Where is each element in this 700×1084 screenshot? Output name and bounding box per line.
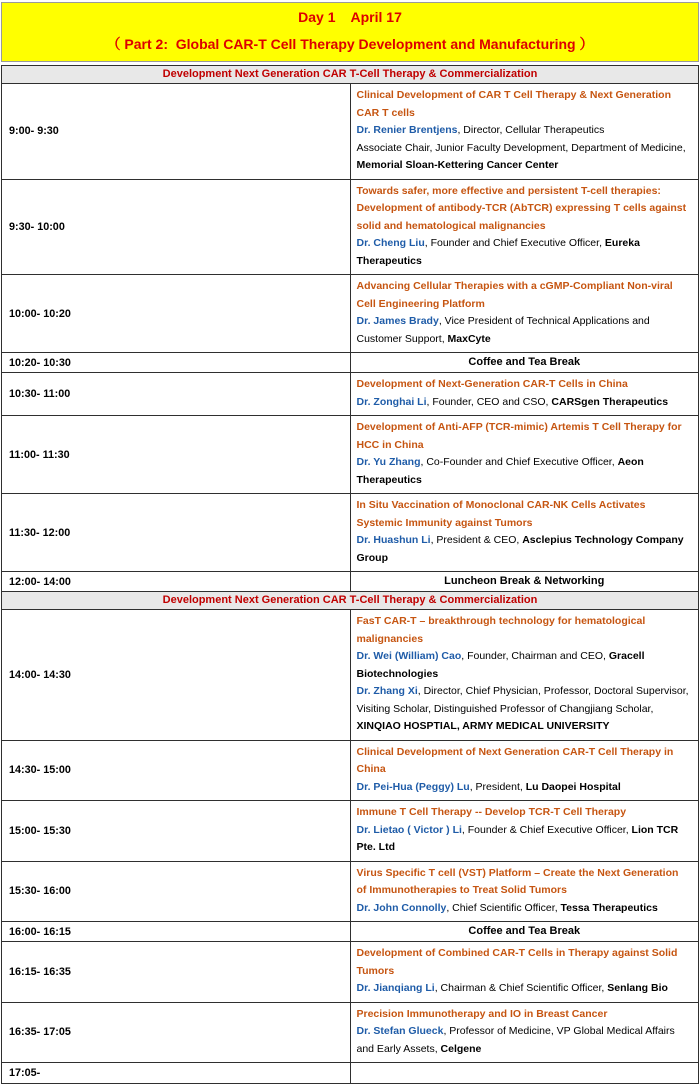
speaker-name: Dr. Lietao ( Victor ) Li <box>356 823 462 836</box>
session-line <box>357 900 692 918</box>
session-line <box>357 804 692 822</box>
organization-name: Memorial Sloan-Kettering Cancer Center <box>356 159 559 171</box>
session-cell <box>350 416 699 494</box>
session-title: Immune T Cell Therapy -- Develop TCR-T Cell Therapy <box>356 806 627 818</box>
session-text: Associate Chair, Junior Faculty Development, Department of Medicine, <box>356 141 686 154</box>
session-title: Virus Specific T cell (VST) Platform – Create the Next Generation of Immunotherapies to Treat Solid Tumors <box>356 866 679 896</box>
session-line <box>357 454 692 489</box>
session-line <box>357 945 692 980</box>
session-title: Clinical Development of Next Generation CAR-T Cell Therapy in China <box>356 745 674 775</box>
break-row <box>2 353 699 373</box>
break-row <box>2 572 699 592</box>
session-row <box>2 416 699 494</box>
session-cell <box>350 275 699 353</box>
speaker-name: Dr. Huashun Li <box>356 534 431 546</box>
break-label: Coffee and Tea Break <box>350 353 699 373</box>
organization-name: Aeon Therapeutics <box>356 456 644 486</box>
session-text: , Founder & Chief Executive Officer, <box>461 823 632 836</box>
session-text: , Chairman & Chief Scientific Officer, <box>434 982 608 994</box>
speaker-name: Dr. James Brady <box>356 315 439 327</box>
speaker-name: Dr. Zhang Xi <box>356 685 418 697</box>
speaker-name: Dr. Cheng Liu <box>356 237 425 249</box>
session-cell <box>350 373 699 416</box>
session-title: Development of Combined CAR-T Cells in Therapy against Solid Tumors <box>356 947 678 977</box>
speaker-name: Dr. Renier Brentjens <box>356 124 458 136</box>
time-slot: 9:30- 10:00 <box>2 179 351 275</box>
organization-name: Celgene <box>440 1042 482 1055</box>
organization-name: XINQIAO HOSPTIAL, ARMY MEDICAL UNIVERSITY <box>356 720 610 732</box>
session-title: Development of Next-Generation CAR-T Cells in China <box>356 378 628 390</box>
session-line <box>357 648 692 683</box>
time-slot: 10:00- 10:20 <box>2 275 351 353</box>
day-title-banner <box>1 2 699 62</box>
session-cell <box>350 1063 699 1084</box>
session-title: Precision Immunotherapy and IO in Breast Cancer <box>356 1007 608 1020</box>
session-row <box>2 179 699 275</box>
speaker-name: Dr. Jianqiang Li <box>356 982 435 994</box>
part-title: （ Part 2: Global CAR-T Cell Therapy Development and Manufacturing ） <box>106 36 594 52</box>
session-line <box>357 394 692 412</box>
section-band-row <box>2 66 699 84</box>
time-slot: 16:35- 17:05 <box>2 1002 351 1063</box>
session-line <box>357 613 692 648</box>
session-line <box>357 122 692 140</box>
session-cell <box>350 801 699 862</box>
time-slot: 17:05- <box>2 1063 351 1084</box>
speaker-name: Dr. Pei-Hua (Peggy) Lu <box>356 780 470 793</box>
session-text: , President & CEO, <box>430 534 523 546</box>
break-label: Luncheon Break & Networking <box>350 572 699 592</box>
organization-name: Eureka Therapeutics <box>356 237 640 267</box>
session-line <box>357 313 692 348</box>
agenda-table <box>1 65 699 1084</box>
session-line <box>357 865 692 900</box>
organization-name: MaxCyte <box>447 332 491 345</box>
session-row <box>2 373 699 416</box>
time-slot: 14:00- 14:30 <box>2 610 351 741</box>
speaker-name: Dr. John Connolly <box>356 901 447 914</box>
speaker-name: Dr. Zonghai Li <box>356 395 427 408</box>
session-line <box>357 1006 692 1024</box>
session-row <box>2 861 699 922</box>
time-slot: 14:30- 15:00 <box>2 740 351 801</box>
session-line <box>357 278 692 313</box>
break-label: Coffee and Tea Break <box>350 922 699 942</box>
session-line <box>357 183 692 236</box>
session-row <box>2 494 699 572</box>
organization-name: Gracell Biotechnologies <box>356 650 645 680</box>
session-line <box>357 532 692 567</box>
time-slot: 12:00- 14:00 <box>2 572 351 592</box>
session-text: , Co-Founder and Chief Executive Officer, <box>420 456 618 468</box>
session-text: , Founder and Chief Executive Officer, <box>424 237 605 249</box>
time-slot: 11:00- 11:30 <box>2 416 351 494</box>
session-row <box>2 1002 699 1063</box>
speaker-name: Dr. Stefan Glueck <box>356 1025 444 1037</box>
session-line <box>357 376 692 394</box>
session-text: , Chief Scientific Officer, <box>446 901 561 914</box>
organization-name: Lu Daopei Hospital <box>525 780 621 793</box>
session-cell <box>350 84 699 180</box>
time-slot: 16:15- 16:35 <box>2 942 351 1003</box>
session-cell <box>350 610 699 741</box>
time-slot: 9:00- 9:30 <box>2 84 351 180</box>
session-line <box>357 779 692 797</box>
session-cell <box>350 740 699 801</box>
organization-name: CARSgen Therapeutics <box>551 395 669 408</box>
break-row <box>2 922 699 942</box>
organization-name: Asclepius Technology Company Group <box>356 534 684 564</box>
organization-name: Lion TCR Pte. Ltd <box>356 823 679 853</box>
session-line <box>357 980 692 998</box>
time-slot: 16:00- 16:15 <box>2 922 351 942</box>
session-title: FasT CAR-T – breakthrough technology for hematological malignancies <box>356 615 646 645</box>
session-text: , Director, Cellular Therapeutics <box>457 124 605 136</box>
session-text: , President, <box>469 780 526 793</box>
session-cell <box>350 1002 699 1063</box>
session-row <box>2 942 699 1003</box>
day-title: Day 1 April 17 <box>298 9 402 25</box>
session-cell <box>350 861 699 922</box>
session-row <box>2 740 699 801</box>
session-title: Clinical Development of CAR T Cell Therapy & Next Generation CAR T cells <box>356 89 671 119</box>
time-slot: 11:30- 12:00 <box>2 494 351 572</box>
session-row <box>2 610 699 741</box>
session-text: , Founder, CEO and CSO, <box>426 395 552 408</box>
session-line <box>357 87 692 122</box>
session-text: , Vice President of Technical Applications and Customer Support, <box>356 315 650 345</box>
time-slot: 15:30- 16:00 <box>2 861 351 922</box>
section-band-label: Development Next Generation CAR T-Cell Therapy & Commercialization <box>2 66 699 84</box>
section-band-label: Development Next Generation CAR T-Cell Therapy & Commercialization <box>2 592 699 610</box>
session-title: In Situ Vaccination of Monoclonal CAR-NK Cells Activates Systemic Immunity against Tumors <box>356 499 646 529</box>
session-line <box>357 683 692 736</box>
session-row <box>2 1063 699 1084</box>
session-text: , Founder, Chairman and CEO, <box>461 650 609 662</box>
time-slot: 15:00- 15:30 <box>2 801 351 862</box>
session-title: Development of Anti-AFP (TCR-mimic) Artemis T Cell Therapy for HCC in China <box>356 421 682 451</box>
section-band-row <box>2 592 699 610</box>
session-line <box>357 419 692 454</box>
time-slot: 10:20- 10:30 <box>2 353 351 373</box>
session-line <box>357 744 692 779</box>
session-line <box>357 1023 692 1058</box>
session-cell <box>350 942 699 1003</box>
speaker-name: Dr. Yu Zhang <box>356 456 421 468</box>
speaker-name: Dr. Wei (William) Cao <box>356 650 462 662</box>
schedule-table-body <box>2 66 699 1084</box>
session-row <box>2 84 699 180</box>
session-title: Advancing Cellular Therapies with a cGMP-Compliant Non-viral Cell Engineering Platform <box>356 280 673 310</box>
session-text: , Director, Chief Physician, Professor, Doctoral Supervisor, Visiting Scholar, Distinguished Professor of Changjiang Scholar, <box>356 685 689 715</box>
organization-name: Tessa Therapeutics <box>560 901 658 914</box>
session-line <box>357 497 692 532</box>
session-row <box>2 275 699 353</box>
session-cell <box>350 179 699 275</box>
session-text: , Professor of Medicine, VP Global Medical Affairs and Early Assets, <box>356 1025 675 1055</box>
session-line <box>357 140 692 175</box>
session-cell <box>350 494 699 572</box>
organization-name: Senlang Bio <box>607 982 668 994</box>
time-slot: 10:30- 11:00 <box>2 373 351 416</box>
session-row <box>2 801 699 862</box>
session-line <box>357 822 692 857</box>
session-title: Towards safer, more effective and persistent T-cell therapies: Development of antibody-TCR (AbTCR) expressing T cells against solid and hematological malignancies <box>356 184 687 232</box>
session-line <box>357 235 692 270</box>
